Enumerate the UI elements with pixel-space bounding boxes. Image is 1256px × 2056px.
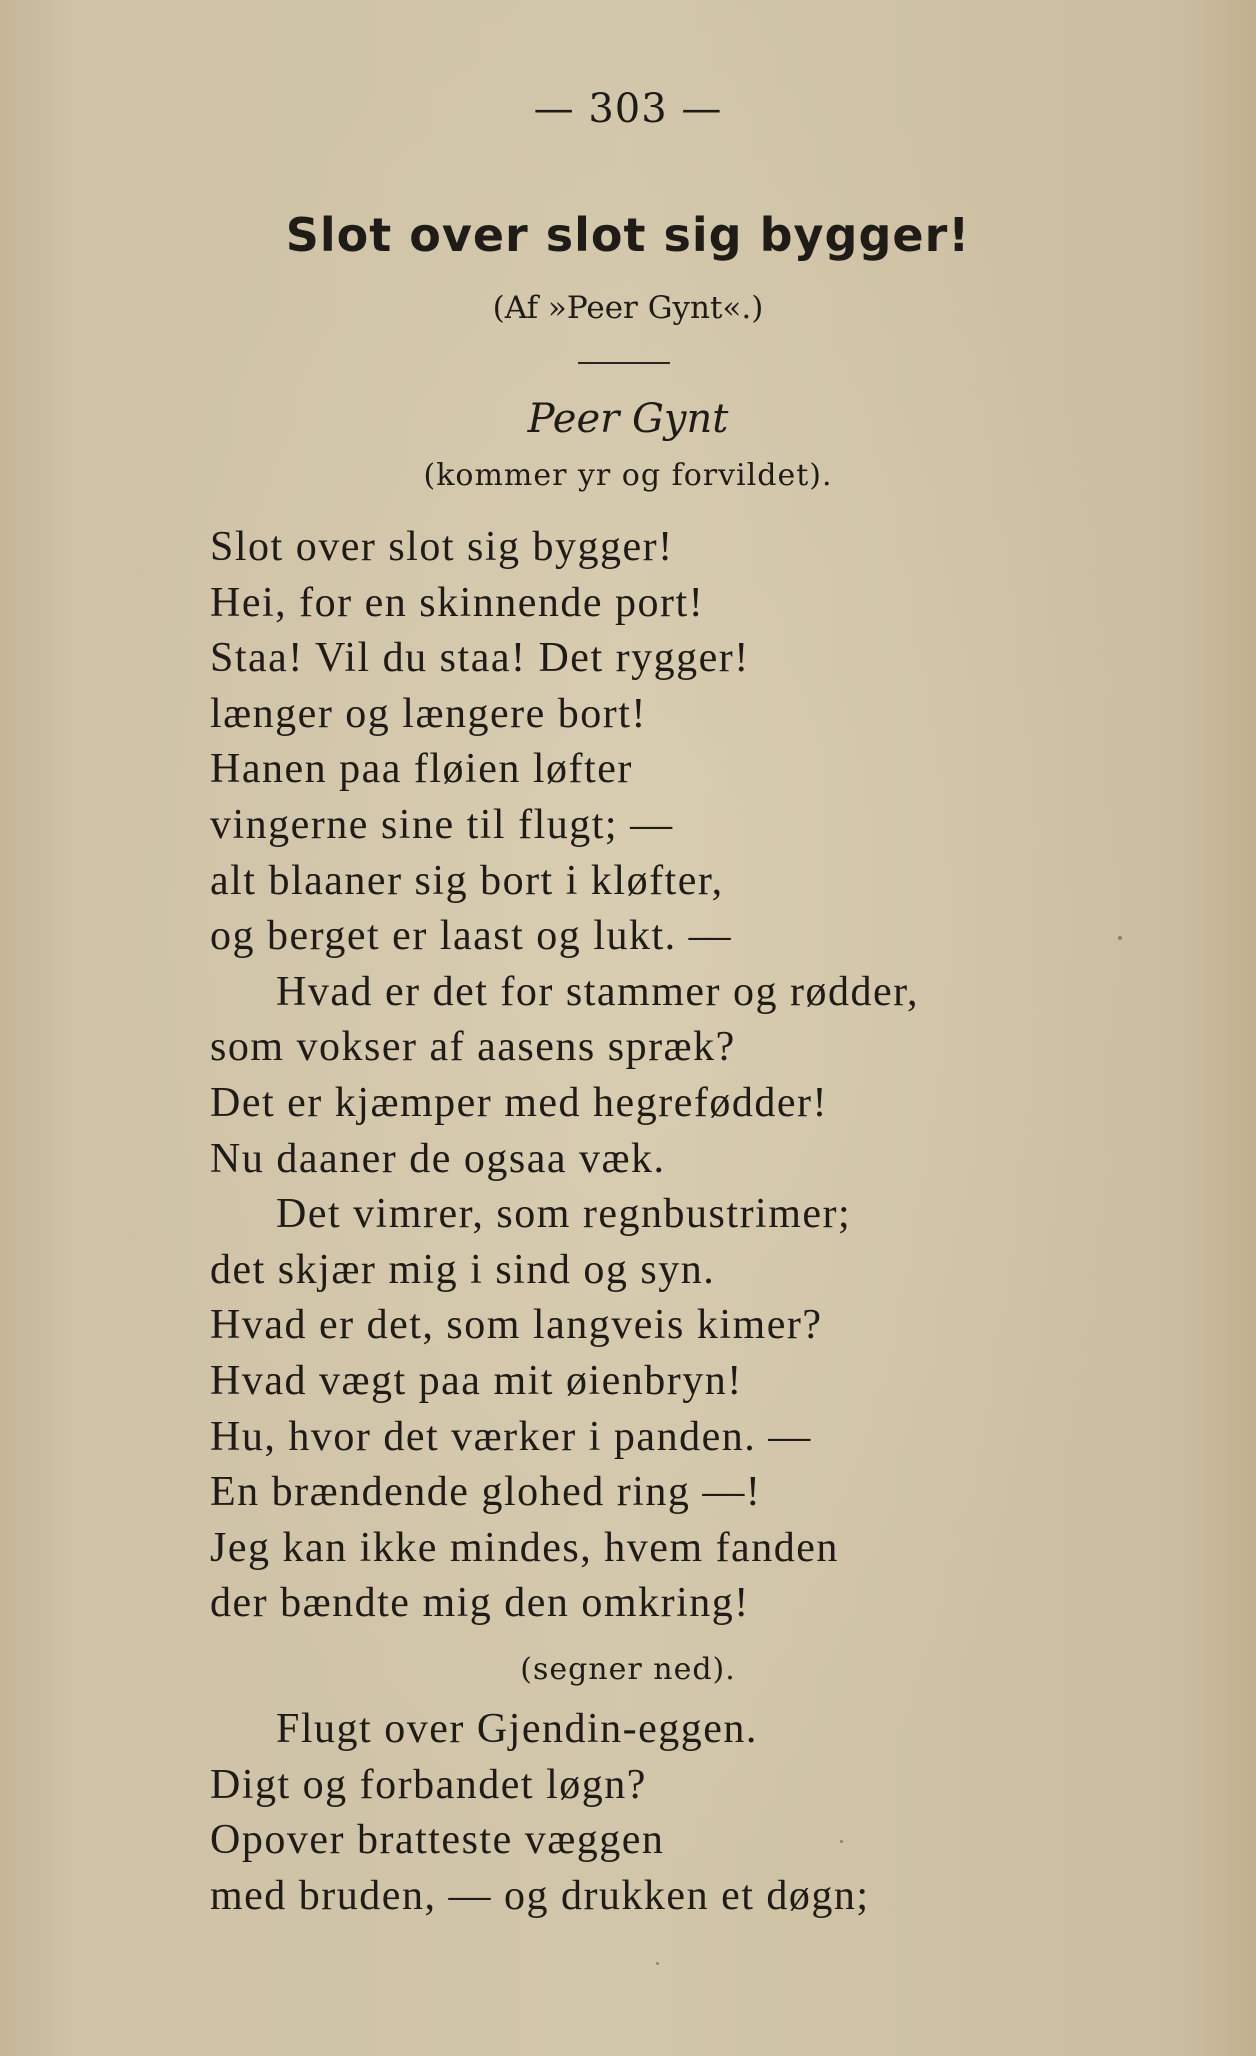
- verse-line: der bændte mig den omkring!: [210, 1580, 750, 1627]
- verse-line: som vokser af aasens spræk?: [210, 1024, 736, 1071]
- speaker-name: Peer Gynt: [527, 396, 729, 442]
- verse-line: Digt og forbandet løgn?: [210, 1761, 647, 1808]
- verse-line: Hanen paa fløien løfter: [210, 746, 633, 793]
- verse-line: Det vimrer, som regnbustrimer;: [276, 1191, 852, 1238]
- verse-line: alt blaaner sig bort i kløfter,: [210, 857, 724, 904]
- verse-line: Nu daaner de ogsaa væk.: [210, 1135, 666, 1182]
- page-number: — 303 —: [533, 86, 723, 132]
- verse-block: [210, 1702, 870, 1924]
- divider-rule: [578, 362, 670, 364]
- verse-line: vingerne sine til flugt; —: [210, 801, 674, 848]
- verse-line: Slot over slot sig bygger!: [210, 524, 674, 570]
- verse-line: Hu, hvor det værker i panden. —: [210, 1413, 812, 1460]
- verse-line: Hvad vægt paa mit øienbryn!: [210, 1357, 743, 1404]
- verse-line: med bruden, — og drukken et døgn;: [210, 1872, 870, 1919]
- verse-line: Det er kjæmper med hegrefødder!: [210, 1079, 828, 1126]
- verse-line: Hvad er det, som langveis kimer?: [210, 1302, 823, 1349]
- verse-line: Opover bratteste væggen: [210, 1817, 665, 1864]
- poem-title: Slot over slot sig bygger!: [285, 208, 971, 262]
- stage-direction: (kommer yr og forvildet).: [423, 458, 833, 493]
- verse-line: Flugt over Gjendin-eggen.: [276, 1706, 758, 1752]
- verse-line: det skjær mig i sind og syn.: [210, 1246, 716, 1293]
- verse-line: Hvad er det for stammer og rødder,: [276, 968, 919, 1015]
- verse-line: Jeg kan ikke mindes, hvem fanden: [210, 1524, 839, 1571]
- verse-line: Staa! Vil du staa! Det rygger!: [210, 635, 750, 682]
- paper-speck: [656, 1962, 659, 1965]
- paper-speck: [840, 1840, 843, 1843]
- verse-line: og berget er laast og lukt. —: [210, 913, 733, 960]
- stage-direction: (segner ned).: [520, 1652, 736, 1687]
- verse-line: Hei, for en skinnende port!: [210, 579, 705, 626]
- verse-line: længer og længere bort!: [210, 690, 647, 737]
- verse-block: [210, 520, 919, 1632]
- verse-line: En brændende glohed ring —!: [210, 1469, 762, 1516]
- poem-subtitle: (Af »Peer Gynt«.): [492, 290, 764, 326]
- paper-speck: [1118, 936, 1122, 940]
